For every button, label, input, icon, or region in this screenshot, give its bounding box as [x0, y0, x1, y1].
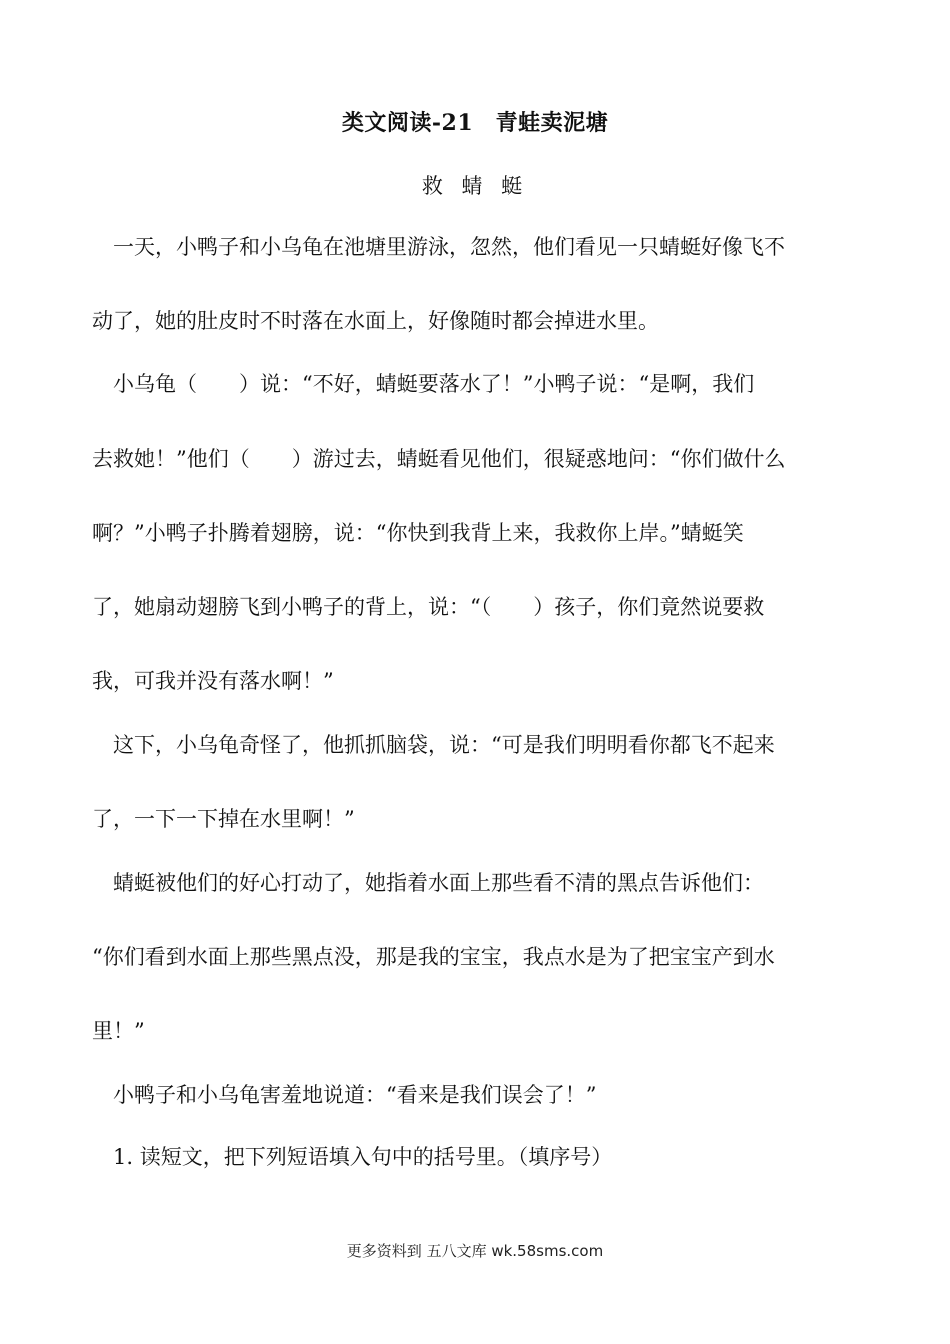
text-line-2: 动了，她的肚皮时不时落在水面上，好像随时都会掉进水里。 — [92, 309, 659, 333]
text-line-3: 小乌龟（ ）说：“不好，蜻蜓要落水了！”小鸭子说：“是啊，我们 — [92, 372, 755, 396]
text-line-8: 这下，小乌龟奇怪了，他抓抓脑袋，说：“可是我们明明看你都飞不起来 — [92, 733, 775, 757]
text-line-13: 小鸭子和小乌龟害羞地说道：“看来是我们误会了！” — [92, 1083, 597, 1107]
text-line-5: 啊？”小鸭子扑腾着翅膀，说：“你快到我背上来，我救你上岸。”蜻蜓笑 — [92, 521, 744, 545]
text-line-6: 了，她扇动翅膀飞到小鸭子的背上，说：“（ ）孩子，你们竟然说要救 — [92, 595, 765, 619]
text-line-12: 里！” — [92, 1019, 145, 1043]
question-1: 1. 读短文，把下列短语填入句中的括号里。（填序号） — [92, 1145, 613, 1169]
document-title: 类文阅读-21 青蛙卖泥塘 — [341, 110, 609, 136]
text-line-7: 我，可我并没有落水啊！” — [92, 669, 334, 693]
text-line-1: 一天，小鸭子和小乌龟在池塘里游泳，忽然，他们看见一只蜻蜓好像飞不 — [92, 235, 785, 259]
footer-source: 更多资料到 五八文库 wk.58sms.com — [346, 1242, 604, 1260]
text-line-9: 了，一下一下掉在水里啊！” — [92, 807, 355, 831]
story-title: 救 蜻 蜓 — [421, 174, 529, 198]
text-line-4: 去救她！”他们（ ）游过去，蜻蜓看见他们，很疑惑地问：“你们做什么 — [92, 447, 786, 471]
text-line-11: “你们看到水面上那些黑点没，那是我的宝宝，我点水是为了把宝宝产到水 — [92, 945, 775, 969]
text-line-10: 蜻蜓被他们的好心打动了，她指着水面上那些看不清的黑点告诉他们： — [92, 871, 764, 895]
